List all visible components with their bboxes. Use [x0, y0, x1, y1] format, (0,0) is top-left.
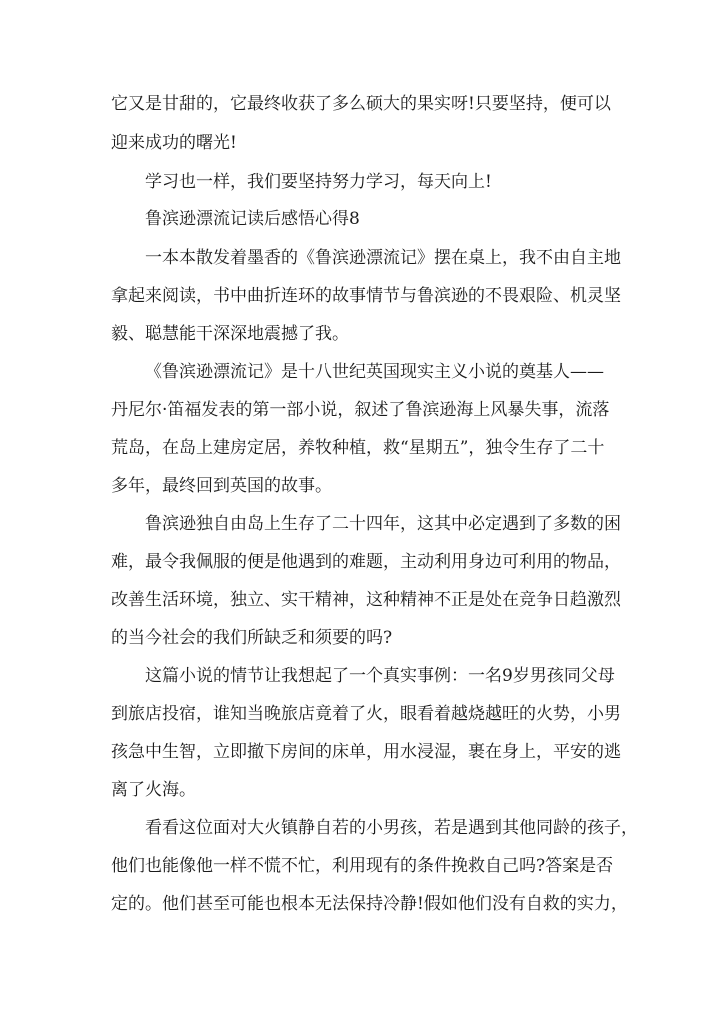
text-line: 的当今社会的我们所缺乏和须要的吗?	[111, 628, 393, 648]
paragraph-line: 《鲁滨逊漂流记》是十八世纪英国现实主义小说的奠基人——	[145, 362, 604, 382]
text-line: 拿起来阅读，书中曲折连环的故事情节与鲁滨逊的不畏艰险、机灵坚	[111, 286, 621, 306]
paragraph-line: 这篇小说的情节让我想起了一个真实事例：一名9岁男孩同父母	[145, 666, 615, 686]
text-line: 定的。他们甚至可能也根本无法保持冷静!假如他们没有自救的实力，	[111, 894, 628, 914]
paragraph-line: 鲁滨逊独自由岛上生存了二十四年，这其中必定遇到了多数的困	[145, 514, 621, 534]
text-line: 荒岛，在岛上建房定居，养牧种植，救“星期五”，独令生存了二十	[111, 438, 605, 458]
text-line: 多年，最终回到英国的故事。	[111, 476, 332, 496]
text-line: 丹尼尔·笛福发表的第一部小说，叙述了鲁滨逊海上风暴失事，流落	[111, 400, 610, 420]
section-heading: 鲁滨逊漂流记读后感悟心得8	[145, 209, 360, 229]
paragraph-line: 学习也一样，我们要坚持努力学习，每天向上!	[145, 172, 492, 192]
text-line: 难，最令我佩服的便是他遇到的难题，主动利用身边可利用的物品，	[111, 552, 621, 572]
text-line: 迎来成功的曙光!	[111, 133, 237, 153]
text-line: 他们也能像他一样不慌不忙，利用现有的条件挽救自己吗?答案是否	[111, 856, 614, 876]
text-line: 孩急中生智，立即撤下房间的床单，用水浸湿，裹在身上，平安的逃	[111, 742, 621, 762]
text-line: 毅、聪慧能干深深地震撼了我。	[111, 324, 349, 344]
paragraph-line: 看看这位面对大火镇静自若的小男孩，若是遇到其他同龄的孩子，	[145, 818, 638, 838]
text-line: 它又是甘甜的，它最终收获了多么硕大的果实呀!只要坚持，便可以	[111, 94, 611, 114]
text-line: 到旅店投宿，谁知当晚旅店竟着了火，眼看着越烧越旺的火势，小男	[111, 704, 621, 724]
paragraph-line: 一本本散发着墨香的《鲁滨逊漂流记》摆在桌上，我不由自主地	[145, 248, 621, 268]
text-line: 改善生活环境，独立、实干精神，这种精神不正是处在竞争日趋激烈	[111, 590, 621, 610]
text-line: 离了火海。	[111, 780, 196, 800]
